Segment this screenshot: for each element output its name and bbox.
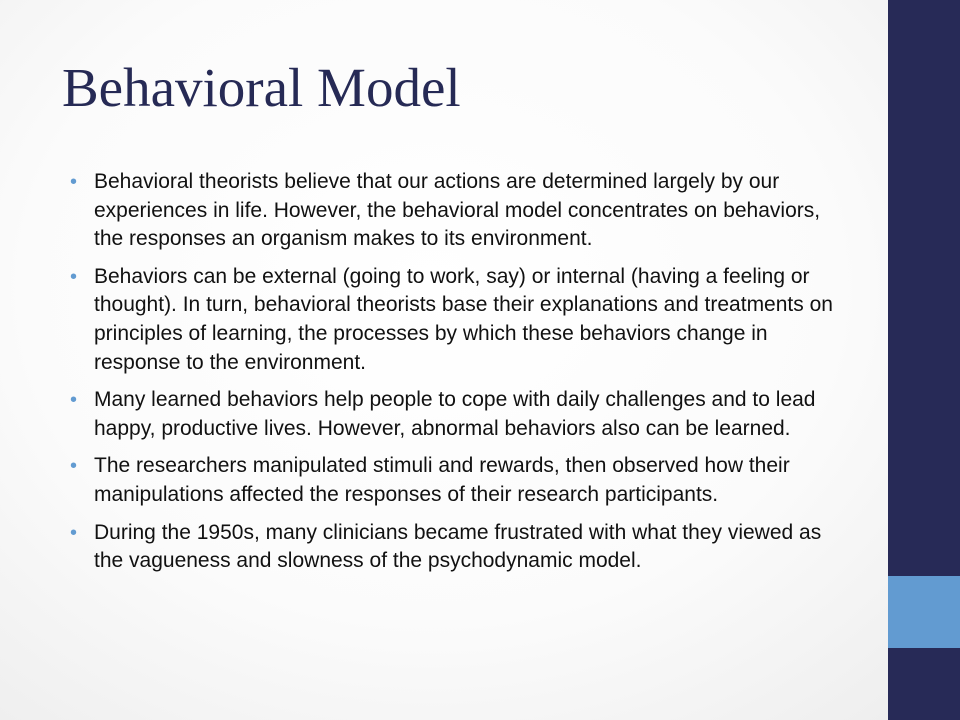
bullet-text: Many learned behaviors help people to cope with daily challenges and to lead happy, productive lives. However, abnormal behaviors also can be learned. [94,388,816,440]
bullet-marker: • [70,455,78,478]
bullet-item [70,386,850,443]
bullet-item [70,452,850,509]
bullet-text: Behaviors can be external (going to work, say) or internal (having a feeling or thought). In turn, behavioral theorists base their explanations and treatments on principles of learning, the processes by which these behaviors change in response to the environment. [94,264,833,374]
slide-title: Behavioral Model [62,57,461,118]
bullet-text: During the 1950s, many clinicians became frustrated with what they viewed as the vagueness and slowness of the psychodynamic model. [94,520,822,573]
bullet-marker: • [70,521,78,544]
bullet-item [70,519,850,576]
bullet-marker: • [70,265,78,288]
bullet-text: Behavioral theorists believe that our actions are determined largely by our experiences in life. However, the behavioral model concentrates on behaviors, the responses an organism makes to its environment. [94,170,821,251]
bullet-item [70,168,850,254]
bullet-item [70,263,850,377]
bullet-marker: • [70,389,78,412]
decorative-accent-block [888,576,960,648]
bullet-list [70,168,850,585]
bullet-text: The researchers manipulated stimuli and rewards, then observed how their manipulations affected the responses of their research participants. [94,454,790,506]
bullet-marker: • [70,171,78,193]
